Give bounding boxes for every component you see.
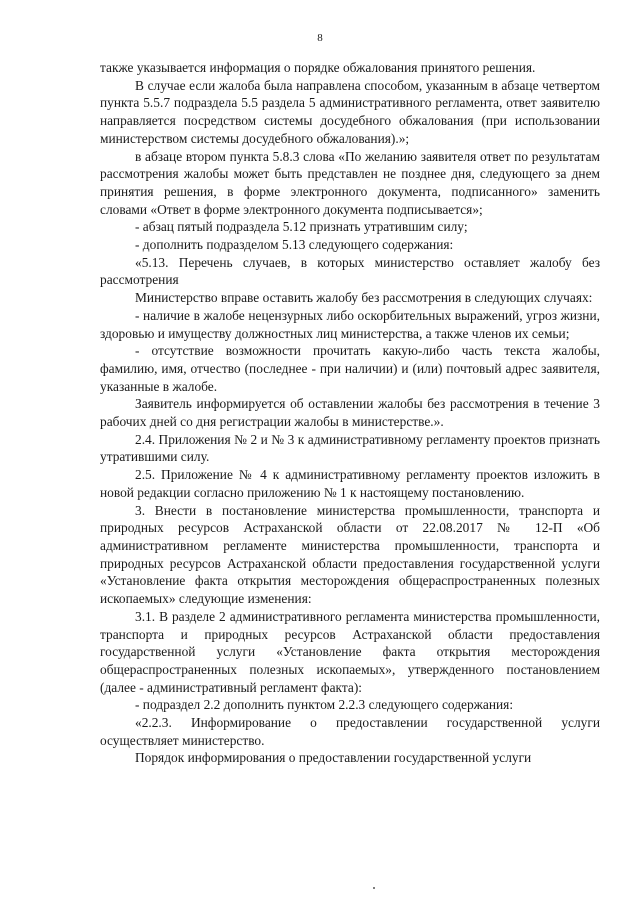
paragraph: В случае если жалоба была направлена способом, указанным в абзаце четвертом пункта 5.5.7 подраздела 5.5 раздела 5 административного регламента, ответ заявителю направляется посредством системы досудебного обжалования (при использовании министерством системы досудебного обжалования).»;: [100, 77, 600, 146]
paragraph: Заявитель информируется об оставлении жалобы без рассмотрения в течение 3 рабочих дней со дня регистрации жалобы в министерстве.».: [100, 396, 600, 430]
paragraph: - подраздел 2.2 дополнить пунктом 2.2.3 следующего содержания:: [135, 697, 514, 713]
page-number: 8: [317, 32, 323, 44]
paragraph: Министерство вправе оставить жалобу без рассмотрения в следующих случаях:: [135, 290, 593, 306]
scan-speck: [373, 887, 375, 889]
paragraph: - отсутствие возможности прочитать какую-либо часть текста жалобы, фамилию, имя, отчество (последнее - при наличии) и (или) почтовый адрес заявителя, указанные в жалобе.: [100, 343, 600, 394]
paragraph: - наличие в жалобе нецензурных либо оскорбительных выражений, угроз жизни, здоровью и имуществу должностных лиц министерства, а также членов их семьи;: [100, 307, 600, 341]
paragraph: в абзаце втором пункта 5.8.3 слова «По желанию заявителя ответ по результатам рассмотрения жалобы может быть представлен не позднее дня, следующего за днем принятия решения, в форме электронного документа, подписанного» заменить словами «Ответ в форме электронного документа подписывается»;: [100, 148, 600, 217]
document-body: [100, 59, 600, 767]
paragraph: - абзац пятый подраздела 5.12 признать утратившим силу;: [135, 219, 468, 235]
paragraph: также указывается информация о порядке обжалования принятого решения.: [100, 60, 536, 75]
paragraph: «2.2.3. Информирование о предоставлении государственной услуги осуществляет министерство.: [100, 715, 600, 748]
paragraph: 3. Внести в постановление министерства промышленности, транспорта и природных ресурсов Астраханской области от 22.08.2017 № 12-П «Об административном регламенте министерства промышленности, транспорта и природных ресурсов Астраханской области предоставления государственной услуги «Установление факта открытия месторождения общераспространенных полезных ископаемых» следующие изменения:: [100, 502, 600, 607]
paragraph: - дополнить подразделом 5.13 следующего содержания:: [135, 237, 454, 253]
paragraph: Порядок информирования о предоставлении государственной услуги: [135, 750, 532, 766]
paragraph: «5.13. Перечень случаев, в которых министерство оставляет жалобу без рассмотрения: [100, 254, 600, 288]
paragraph: 2.4. Приложения № 2 и № 3 к административному регламенту проектов признать утратившими силу.: [100, 431, 600, 465]
paragraph: 2.5. Приложение № 4 к административному регламенту проектов изложить в новой редакции согласно приложению № 1 к настоящему постановлению.: [100, 467, 600, 500]
paragraph: 3.1. В разделе 2 административного регламента министерства промышленности, транспорта и природных ресурсов Астраханской области предоставления государственной услуги «Установление факта открытия месторождения общераспространенных полезных ископаемых», утвержденного постановлением (далее - административный регламент факта):: [100, 608, 600, 695]
